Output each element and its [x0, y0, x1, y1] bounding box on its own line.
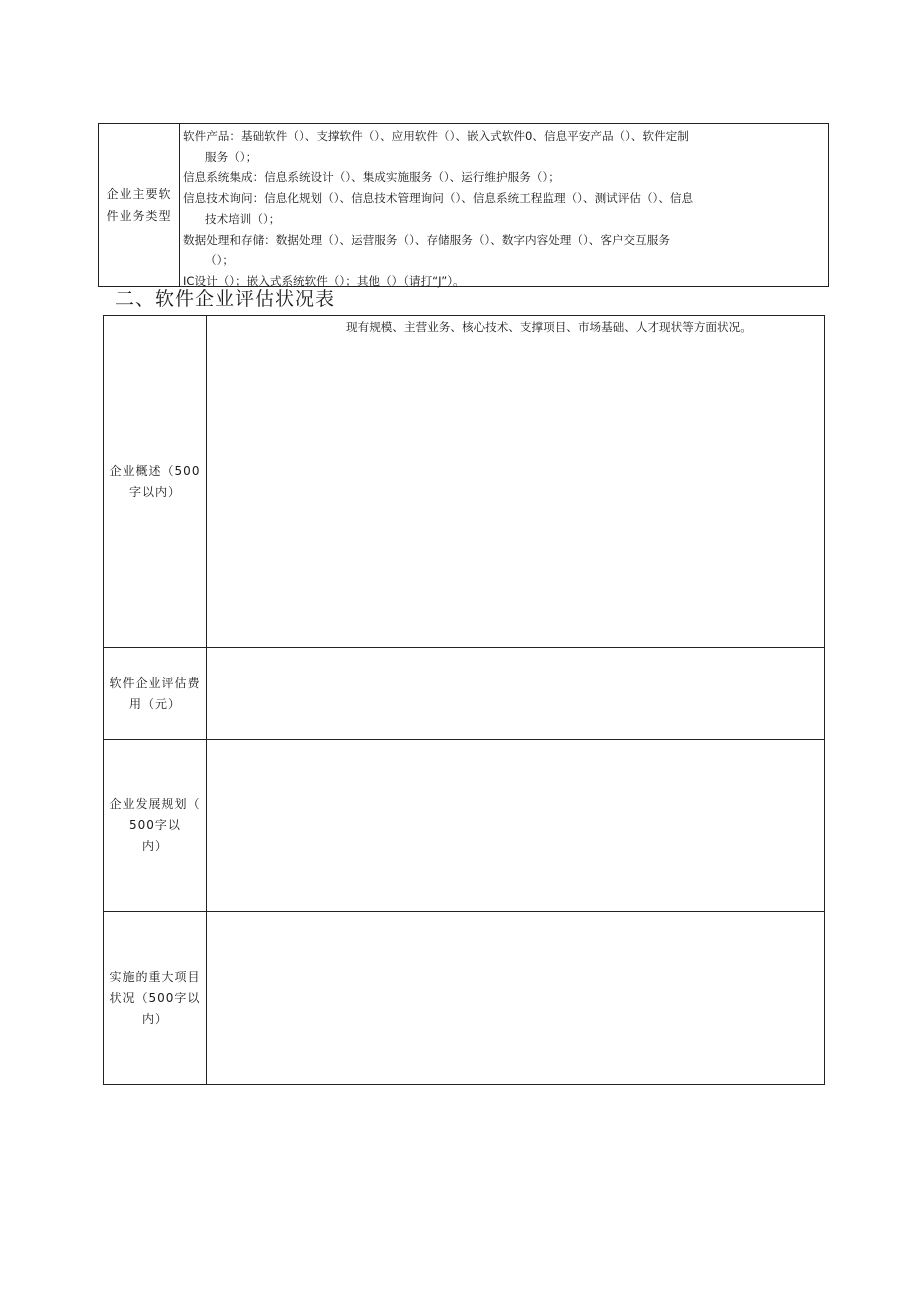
projects-input-area[interactable] — [208, 912, 824, 1084]
projects-label: 实施的重大项目 状况（500字以 内） — [109, 969, 201, 1026]
business-type-label: 企业主要软 件业务类型 — [106, 187, 172, 223]
it-consulting-line-cont: 技术培训（）； — [205, 211, 281, 226]
projects-label-cell — [104, 912, 207, 1084]
table-row-plan — [104, 739, 824, 911]
data-processing-line: 数据处理和存储：数据处理（）、运营服务（）、存储服务（）、数字内容处理（）、客户交互服务 — [183, 232, 670, 247]
it-consulting-line: 信息技术询问：信息化规划（）、信息技术管理询问（）、信息系统工程监理（）、测试评估（）、信息 — [183, 191, 694, 206]
business-type-table — [98, 123, 829, 287]
ic-design-line: IC设计（）；嵌入式系统软件（）；其他（）（请打“J”）。 — [183, 273, 465, 288]
section-heading: 二、软件企业评估状况表 — [115, 288, 336, 310]
business-type-label-cell — [99, 124, 180, 286]
overview-hint: 现有规模、主营业务、核心技术、支撑项目、市场基础、人才现状等方面状况。 — [346, 320, 752, 334]
system-integration-line: 信息系统集成：信息系统设计（）、集成实施服务（）、运行维护服务（）； — [183, 170, 560, 185]
overview-label-cell — [104, 316, 207, 647]
table-row-fee — [104, 647, 824, 739]
software-products-line: 软件产品：基础软件（）、支撑软件（）、应用软件（）、嵌入式软件0、信息平安产品（）、软件定制 — [183, 129, 689, 143]
fee-input-area[interactable] — [208, 648, 824, 739]
business-type-options — [183, 126, 824, 292]
overview-input-area[interactable] — [208, 316, 824, 647]
table-row-overview — [104, 316, 824, 647]
overview-label: 企业概述（500 字以内） — [109, 463, 201, 499]
data-processing-line-cont: （）； — [205, 253, 234, 268]
software-products-line-cont: 服务（）； — [205, 149, 258, 164]
fee-label: 软件企业评估费 用（元） — [109, 675, 201, 711]
fee-label-cell — [104, 648, 207, 739]
assessment-table — [103, 315, 825, 1085]
table-row-projects — [104, 911, 824, 1084]
plan-input-area[interactable] — [208, 740, 824, 911]
plan-label: 企业发展规划（ 500字以 内） — [109, 797, 201, 853]
plan-label-cell — [104, 740, 207, 911]
